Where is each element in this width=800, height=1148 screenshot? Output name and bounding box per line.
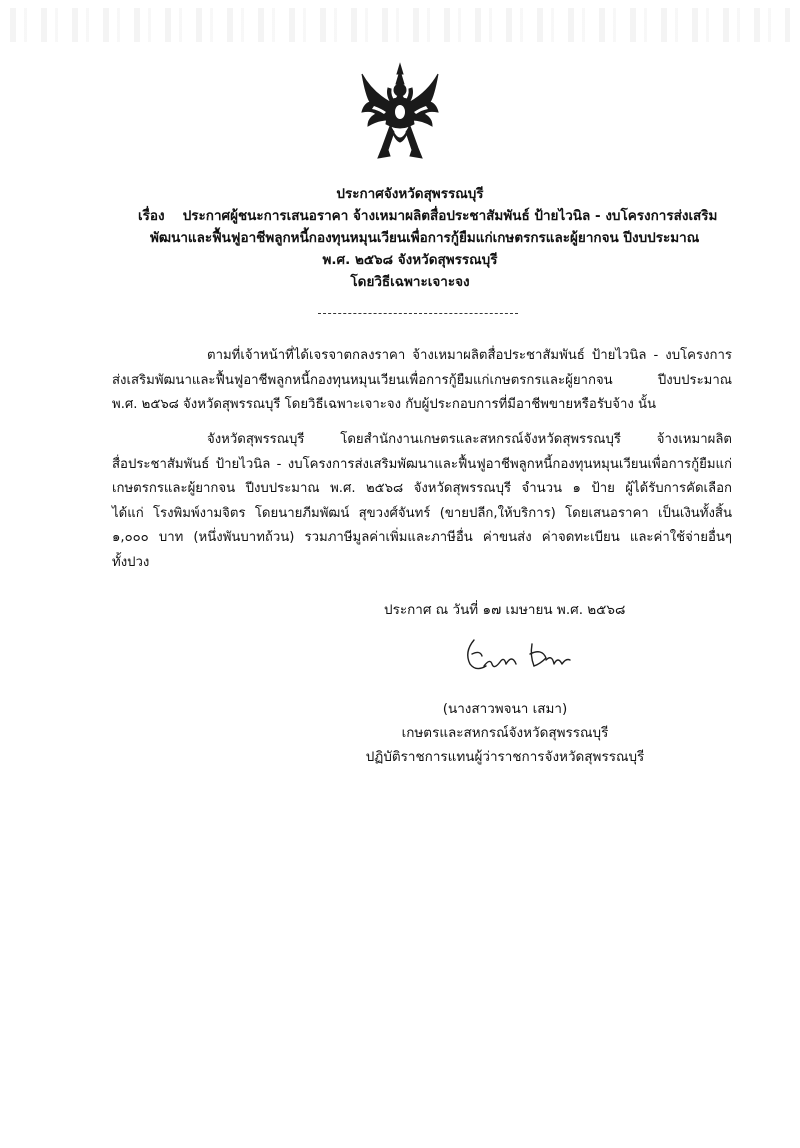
subject-line-3: พ.ศ. ๒๕๖๘ จังหวัดสุพรรณบุรี [322,252,498,268]
body-paragraph-2 [112,428,732,575]
procurement-method: โดยวิธีเฉพาะเจาะจง [350,274,470,290]
paragraph-line: เกษตรกรและผู้ยากจน ปีงบประมาณ พ.ศ. ๒๕๖๘ จังหวัดสุพรรณบุรี จำนวน ๑ ป้าย ผู้ได้รับการคัดเลือก [112,481,732,496]
subject-line-2: พัฒนาและฟื้นฟูอาชีพลูกหนี้กองทุนหมุนเวียนเพื่อการกู้ยืมแก่เกษตรกรและผู้ยากจน ปีงบประมาณ [150,230,700,246]
paragraph-line: ได้แก่ โรงพิมพ์งามจิตร โดยนายภีมพัฒน์ สุขวงศ์จันทร์ (ขายปลีก,ให้บริการ) โดยเสนอราคา เป็นเงินทั้งสิ้น [112,505,732,521]
subject-label: เรื่อง [138,208,165,224]
paragraph-line: จังหวัดสุพรรณบุรี โดยสำนักงานเกษตรและสหกรณ์จังหวัดสุพรรณบุรี จ้างเหมาผลิต [207,432,732,447]
announcement-subject [138,205,718,227]
paragraph-line: ทั้งปวง [112,554,150,570]
handwritten-signature [460,630,580,680]
paragraph-line: ๑,๐๐๐ บาท (หนึ่งพันบาทถ้วน) รวมภาษีมูลค่าเพิ่มและภาษีอื่น ค่าขนส่ง ค่าจดทะเบียน และค่าใช้จ่ายอื่นๆ [112,530,732,545]
paragraph-line: พ.ศ. ๒๕๖๘ จังหวัดสุพรรณบุรี โดยวิธีเฉพาะเจาะจง กับผู้ประกอบการที่มีอาชีพขายหรือรับจ้าง นั้น [112,397,657,412]
scan-artifact [10,8,790,42]
announcement-title: ประกาศจังหวัดสุพรรณบุรี [336,186,484,202]
body-paragraph-1 [112,344,732,418]
signer-position: เกษตรและสหกรณ์จังหวัดสุพรรณบุรี [401,725,609,741]
announcement-date: ประกาศ ณ วันที่ ๑๗ เมษายน พ.ศ. ๒๕๖๘ [384,602,626,618]
garuda-emblem-icon [360,62,440,162]
paragraph-line: ส่งเสริมพัฒนาและฟื้นฟูอาชีพลูกหนี้กองทุนหมุนเวียนเพื่อการกู้ยืมแก่เกษตรกรและผู้ยากจน ปีงบประมาณ [112,372,732,388]
section-divider [318,313,518,314]
subject-line-1: ประกาศผู้ชนะการเสนอราคา จ้างเหมาผลิตสื่อประชาสัมพันธ์ ป้ายไวนิล - งบโครงการส่งเสริม [182,208,718,224]
paragraph-line: สื่อประชาสัมพันธ์ ป้ายไวนิล - งบโครงการส่งเสริมพัฒนาและฟื้นฟูอาชีพลูกหนี้กองทุนหมุนเวียนเพื่อการกู้ยืมแก่ [112,456,732,472]
signer-acting-position: ปฏิบัติราชการแทนผู้ว่าราชการจังหวัดสุพรรณบุรี [365,749,645,765]
paragraph-line: ตามที่เจ้าหน้าที่ได้เจรจาตกลงราคา จ้างเหมาผลิตสื่อประชาสัมพันธ์ ป้ายไวนิล - งบโครงการ [207,348,732,363]
signer-name: (นางสาวพจนา เสมา) [442,701,568,717]
